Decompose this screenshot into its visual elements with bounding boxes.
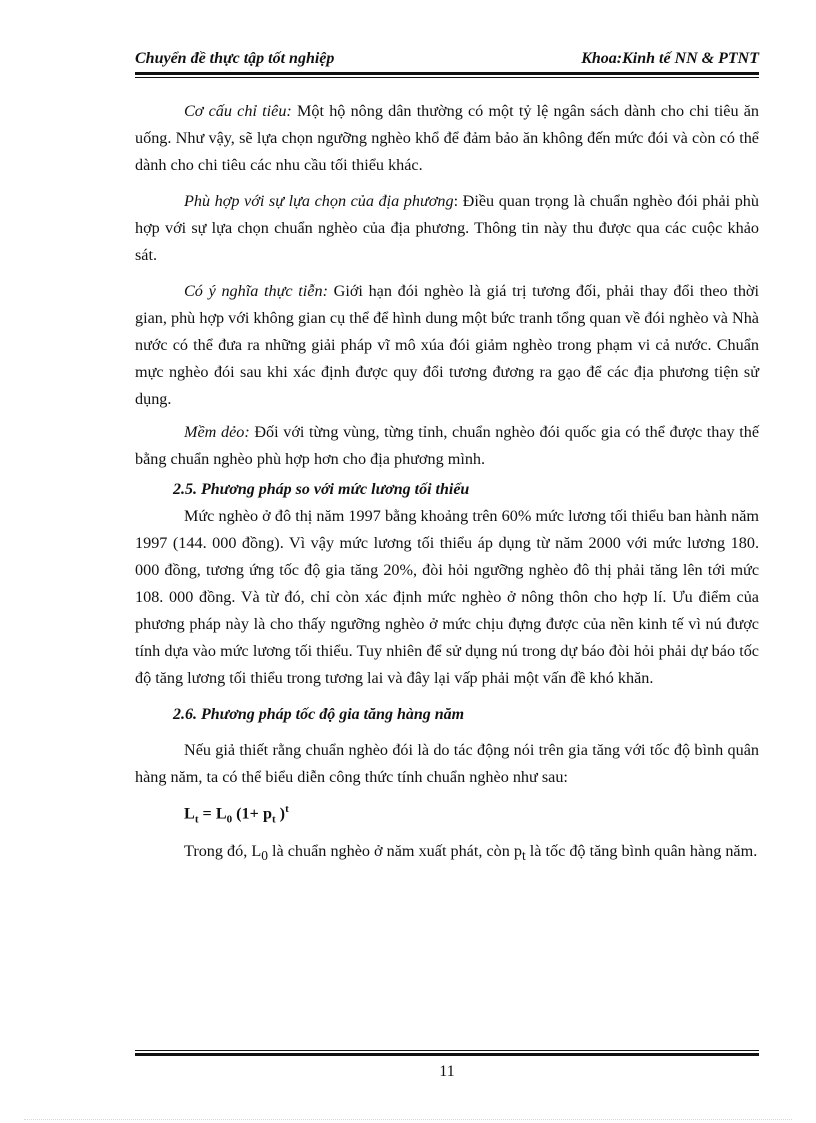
formula-symbol: L [184,804,195,823]
formula-superscript: t [285,803,289,815]
section-heading-2-5: 2.5. Phương pháp so với mức lương tối thiểu [173,481,470,498]
page-number: 11 [439,1063,455,1080]
header-rule-thick [135,72,759,75]
paragraph-section-2-5: Mức nghèo ở đô thị năm 1997 bằng khoảng trên 60% mức lương tối thiểu ban hành năm 1997 (144. 000 đồng). Vì vậy mức lương tối thiểu áp dụng từ năm 2000 với mức lương 180. 000 đồng, tương ứng tốc độ gia tăng 20%, đòi hỏi ngưỡng nghèo đô thị phải tăng lên tới mức 108. 000 đồng. Và từ đó, chỉ còn xác định mức nghèo ở nông thôn cho hợp lí. Ưu điểm của phương pháp này là cho thấy ngưỡng nghèo ở mức chịu đựng được của nền kinh tế vì nú được tính dựa vào mức lương tối thiểu. Tuy nhiên để sử dụng nú trong dự báo đòi hỏi phải dự báo tốc độ tăng lương tối thiểu trong tương lai và đây lại vấp phải một vấn đề khó khăn. [135,507,759,687]
page-edge-divider [24,1119,792,1120]
paragraph-text: Trong đó, L [184,841,262,860]
paragraph-section-2-6: Nếu giả thiết rằng chuẩn nghèo đói là do tác động nói trên gia tăng với tốc độ bình quân hàng năm, ta có thể biểu diễn công thức tính chuẩn nghèo như sau: [135,741,759,786]
formula-paren: ) [275,804,286,823]
paragraph-text: là tốc độ tăng bình quân hàng năm. [525,841,758,860]
paragraph-trong-do [135,838,759,869]
paragraph-text: Giới hạn đói nghèo là giá trị tương đối, phải thay đổi theo thời gian, phù hợp với không gian cụ thể để hình dung một bức tranh tổng quan về đói nghèo và Nhà nước có thể đưa ra những giải pháp vĩ mô xúa đói giảm nghèo trong phạm vi cả nước. Chuẩn mực nghèo đói sau khi xác định được quy đổi tương đương ra gạo để các địa phương tiện sử dụng. [135,282,759,408]
paragraph-lead: Cơ cấu chỉ tiêu: [184,102,292,120]
paragraph-text: : Điều quan trọng là chuẩn nghèo đói phải phù hợp với sự lựa chọn chuẩn nghèo của địa phương. Thông tin này thu được qua các cuộc khảo sát. [135,192,759,264]
formula-symbol: p [262,804,272,823]
formula-subscript: 0 [226,813,233,826]
paragraph-text: là chuẩn nghèo ở năm xuất phát, còn p [267,841,522,860]
paragraph-lead: Mềm dẻo: [184,423,250,441]
paragraph-lead: Có ý nghĩa thực tiễn: [184,282,328,300]
page-header [135,50,759,70]
formula-chuan-ngheo [135,794,759,835]
section-heading-2-6: 2.6. Phương pháp tốc độ gia tăng hàng năm [173,706,465,723]
document-body [135,98,759,869]
paragraph-text: Một hộ nông dân thường có một tỷ lệ ngân sách dành cho chi tiêu ăn uống. Như vậy, sẽ lựa chọn ngưỡng nghèo khổ để đảm bảo ăn không đến mức đói và còn có thể dành cho chi tiêu các nhu cầu tối thiểu khác. [135,102,760,174]
formula-subscript: t [194,813,199,826]
header-rule-thin [135,77,759,78]
paragraph-phu-hop [135,188,759,269]
formula-paren: (1+ [232,804,263,823]
paragraph-text: Đối với từng vùng, từng tỉnh, chuẩn nghèo đói quốc gia có thể được thay thế bằng chuẩn nghèo phù hợp hơn cho địa phương mình. [135,423,760,468]
paragraph-co-cau-chi-tieu [135,98,759,179]
footer-rule-thick [135,1053,759,1056]
paragraph-lead: Phù hợp với sự lựa chọn của địa phương [184,192,454,210]
header-title-right: Khoa:Kinh tế NN & PTNT [581,50,759,67]
formula-symbol: L [215,804,227,823]
header-title-left: Chuyển đề thực tập tốt nghiệp [135,50,335,67]
formula-subscript: t [271,813,276,826]
footer-rule-thin [135,1050,759,1051]
subscript: 0 [261,847,268,863]
paragraph-mem-deo [135,419,759,473]
formula-equals: = [198,804,216,823]
paragraph-y-nghia-thuc-tien [135,278,759,413]
subscript: t [521,847,526,863]
